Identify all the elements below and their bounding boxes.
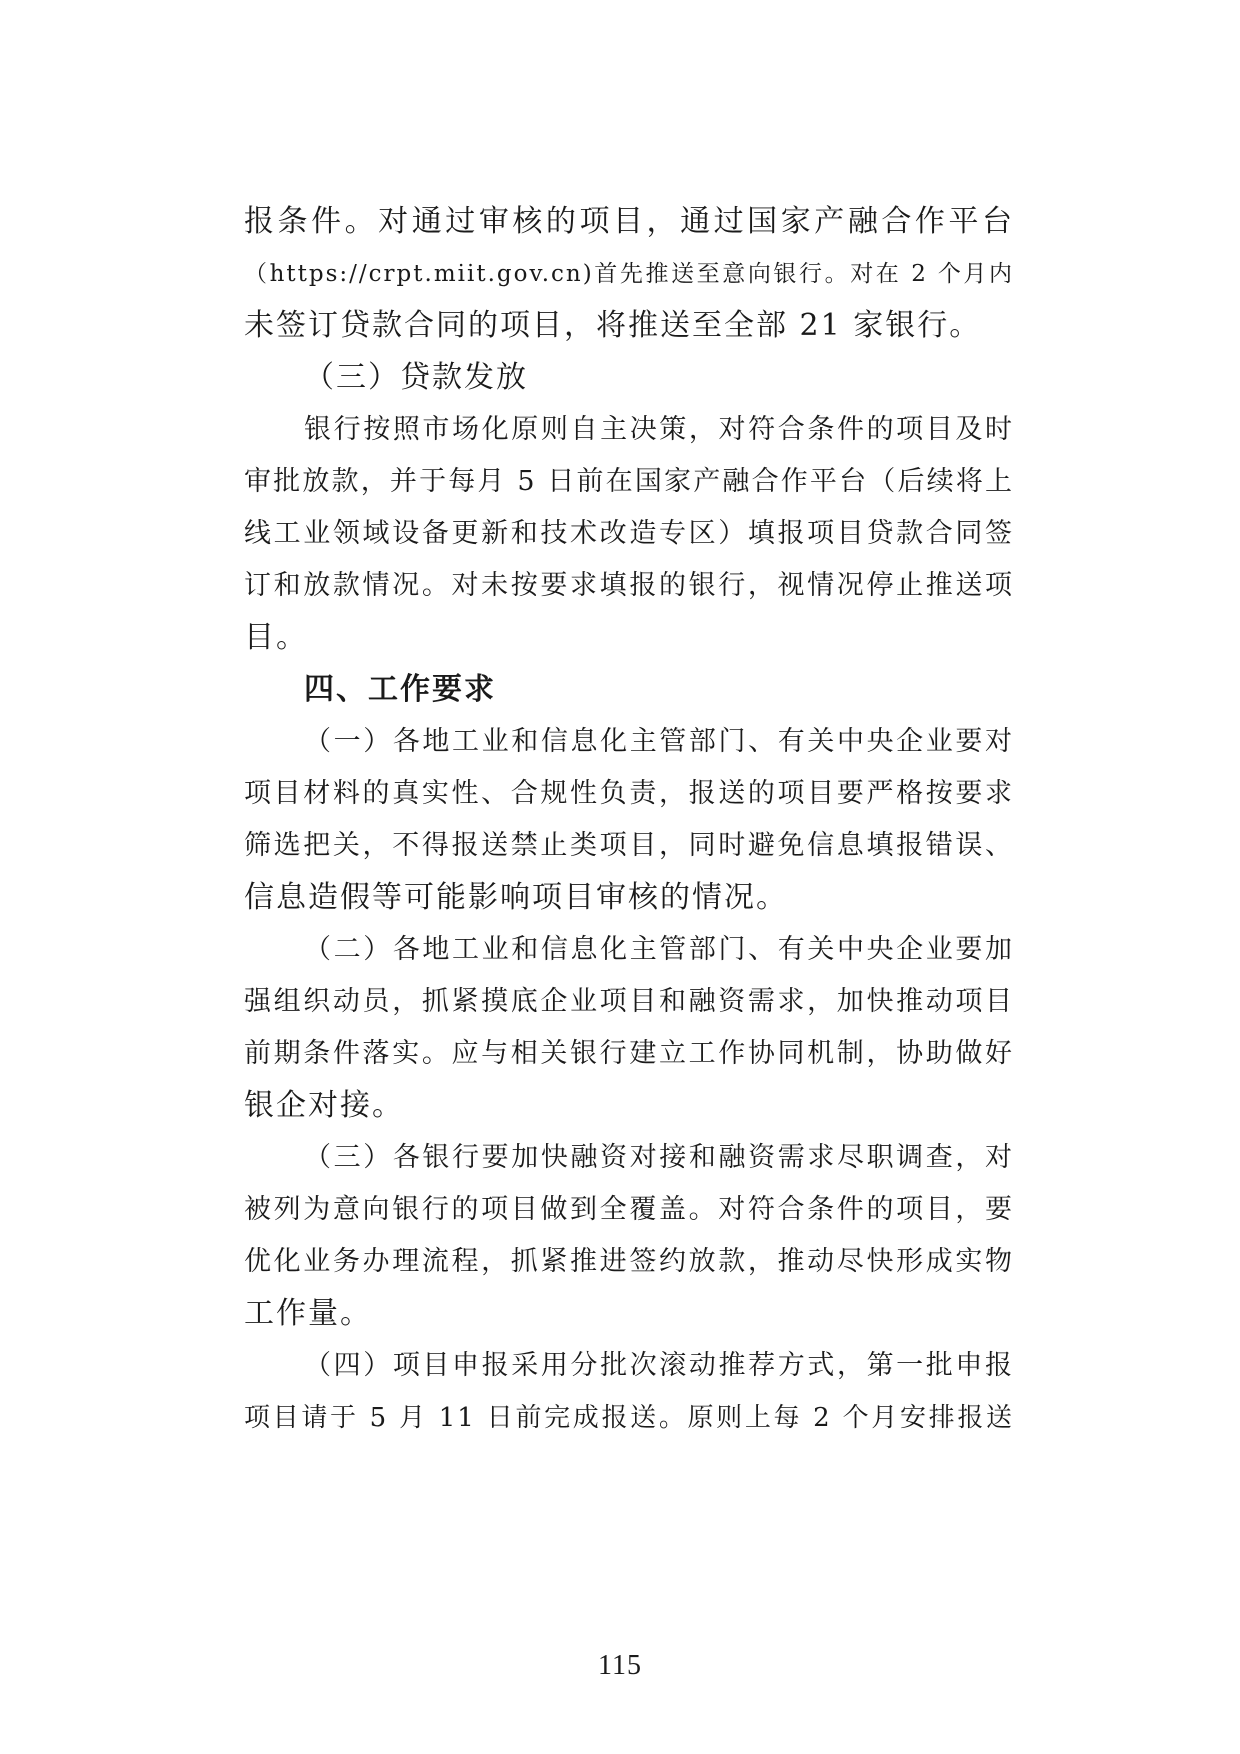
paragraph-line: 工作量。 (244, 1296, 372, 1331)
body-text (244, 196, 1014, 1444)
paragraph-line: 强组织动员，抓紧摸底企业项目和融资需求，加快推动项目 (244, 986, 1014, 1017)
paragraph-line: 审批放款，并于每月 5 日前在国家产融合作平台（后续将上 (244, 466, 1014, 497)
paragraph-line: 信息造假等可能影响项目审核的情况。 (244, 880, 788, 915)
paragraph-line: 被列为意向银行的项目做到全覆盖。对符合条件的项目，要 (244, 1194, 1014, 1225)
paragraph-line: 订和放款情况。对未按要求填报的银行，视情况停止推送项 (244, 570, 1014, 601)
paragraph-line: 线工业领域设备更新和技术改造专区）填报项目贷款合同签 (244, 518, 1014, 549)
paragraph-line: （四）项目申报采用分批次滚动推荐方式，第一批申报 (304, 1350, 1014, 1381)
section-heading: 四、工作要求 (304, 672, 496, 707)
paragraph-line: 项目材料的真实性、合规性负责，报送的项目要严格按要求 (244, 778, 1014, 809)
paragraph-line: （三）各银行要加快融资对接和融资需求尽职调查，对 (304, 1142, 1014, 1173)
paragraph-line: 未签订贷款合同的项目，将推送至全部 21 家银行。 (244, 308, 982, 343)
paragraph-line: 优化业务办理流程，抓紧推进签约放款，推动尽快形成实物 (244, 1246, 1014, 1277)
page-number: 115 (598, 1650, 642, 1681)
section-heading: （三）贷款发放 (304, 360, 528, 395)
paragraph-line: （https://crpt.miit.gov.cn)首先推送至意向银行。对在 2 个月内 (244, 261, 1014, 287)
paragraph-line: （一）各地工业和信息化主管部门、有关中央企业要对 (304, 726, 1014, 757)
paragraph-line: 前期条件落实。应与相关银行建立工作协同机制，协助做好 (244, 1038, 1014, 1069)
paragraph-line: 银行按照市场化原则自主决策，对符合条件的项目及时 (304, 414, 1014, 445)
paragraph-line: 目。 (244, 620, 308, 655)
paragraph-line: 项目请于 5 月 11 日前完成报送。原则上每 2 个月安排报送 (244, 1403, 1014, 1433)
paragraph-line: （二）各地工业和信息化主管部门、有关中央企业要加 (304, 934, 1014, 965)
paragraph-line: 报条件。对通过审核的项目，通过国家产融合作平台 (244, 204, 1014, 239)
paragraph-line: 筛选把关，不得报送禁止类项目，同时避免信息填报错误、 (244, 830, 1014, 861)
paragraph-line: 银企对接。 (244, 1088, 404, 1123)
